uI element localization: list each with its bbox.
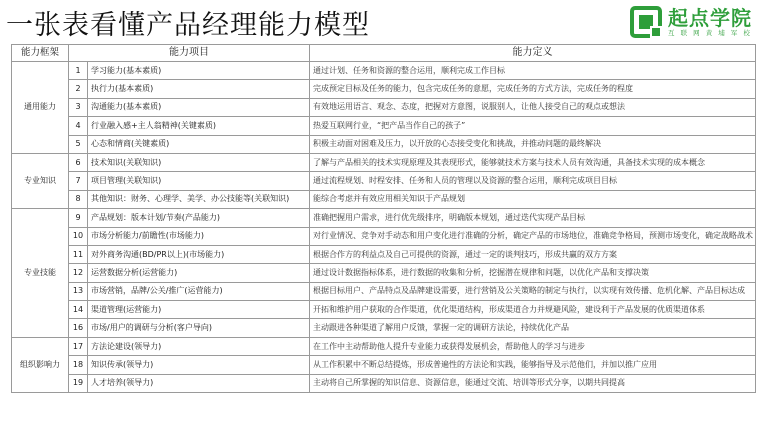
- row-number: 1: [69, 62, 88, 80]
- capability-item: 渠道管理(运营能力): [88, 301, 310, 319]
- header-category: 能力框架: [12, 45, 69, 62]
- capability-definition: 通过流程规划、时程安排、任务和人员的管理以及资源的整合运用，顺利完成项目目标: [310, 172, 756, 190]
- row-number: 13: [69, 282, 88, 300]
- logo-name: 起点学院: [668, 5, 752, 30]
- qidian-logo-icon: [630, 6, 662, 38]
- capability-item: 沟通能力(基本素质): [88, 98, 310, 116]
- capability-definition: 积极主动面对困难及压力，以开放的心态接受变化和挑战，并推动问题的最终解决: [310, 135, 756, 153]
- capability-item: 知识传承(领导力): [88, 356, 310, 374]
- table-row: [12, 80, 756, 98]
- category-professional-skills: 专业技能: [12, 209, 69, 338]
- table-row: [12, 264, 756, 282]
- row-number: 18: [69, 356, 88, 374]
- page-header: [0, 0, 766, 44]
- capability-definition: 根据目标用户、产品特点及品牌建设需要，进行营销及公关策略的制定与执行，以实现有效传播、危机化解、产品目标达成: [310, 282, 756, 300]
- table-row: [12, 117, 756, 135]
- capability-item: 对外商务沟通(BD/PR以上)(市场能力): [88, 245, 310, 263]
- capability-definition: 主动跟进各种渠道了解用户反馈，掌握一定的调研方法论，持续优化产品: [310, 319, 756, 337]
- capability-item: 方法论建设(领导力): [88, 337, 310, 355]
- capability-item: 技术知识(关联知识): [88, 153, 310, 171]
- capability-item: 学习能力(基本素质): [88, 62, 310, 80]
- table-row: [12, 153, 756, 171]
- table-row: [12, 301, 756, 319]
- table-row: [12, 62, 756, 80]
- row-number: 17: [69, 337, 88, 355]
- capability-item: 市场分析能力/前瞻性(市场能力): [88, 227, 310, 245]
- row-number: 12: [69, 264, 88, 282]
- brand-logo: [630, 4, 752, 40]
- category-organizational-influence: 组织影响力: [12, 337, 69, 392]
- row-number: 3: [69, 98, 88, 116]
- row-number: 8: [69, 190, 88, 208]
- category-professional-knowledge: 专业知识: [12, 153, 69, 208]
- table-row: [12, 374, 756, 392]
- row-number: 14: [69, 301, 88, 319]
- capability-definition: 在工作中主动帮助他人提升专业能力或获得发展机会，帮助他人的学习与进步: [310, 337, 756, 355]
- row-number: 5: [69, 135, 88, 153]
- table-row: [12, 190, 756, 208]
- row-number: 6: [69, 153, 88, 171]
- capability-definition: 通过设计数据指标体系，进行数据的收集和分析，挖掘潜在规律和问题，以优化产品和支撑决策: [310, 264, 756, 282]
- capability-definition: 有效地运用语言、观念、态度，把握对方意图，说服别人，让他人接受自己的观点或想法: [310, 98, 756, 116]
- table-row: [12, 209, 756, 227]
- capability-item: 行业融入感+主人翁精神(关键素质): [88, 117, 310, 135]
- row-number: 4: [69, 117, 88, 135]
- header-definition: 能力定义: [310, 45, 756, 62]
- capability-item: 心态和情商(关键素质): [88, 135, 310, 153]
- logo-tagline: 互 联 网 黄 埔 军 校: [668, 28, 752, 37]
- table-row: [12, 172, 756, 190]
- capability-definition: 准确把握用户需求，进行优先级排序，明确版本规划，通过迭代实现产品目标: [310, 209, 756, 227]
- capability-definition: 通过计划、任务和资源的整合运用，顺利完成工作目标: [310, 62, 756, 80]
- capability-model-table: [11, 44, 756, 393]
- capability-definition: 能综合考虑并有效应用相关知识于产品规划: [310, 190, 756, 208]
- table-header-row: [12, 45, 756, 62]
- table-row: [12, 227, 756, 245]
- category-general: 通用能力: [12, 62, 69, 154]
- capability-item: 执行力(基本素质): [88, 80, 310, 98]
- table-row: [12, 356, 756, 374]
- row-number: 19: [69, 374, 88, 392]
- capability-item: 项目管理(关联知识): [88, 172, 310, 190]
- table-row: [12, 245, 756, 263]
- capability-definition: 热爱互联网行业，“把产品当作自己的孩子”: [310, 117, 756, 135]
- row-number: 10: [69, 227, 88, 245]
- table-row: [12, 319, 756, 337]
- capability-item: 市场/用户的调研与分析(客户导向): [88, 319, 310, 337]
- table-row: [12, 135, 756, 153]
- capability-item: 其他知识：财务、心理学、美学、办公技能等(关联知识): [88, 190, 310, 208]
- capability-definition: 对行业情况、竞争对手动态和用户变化进行准确的分析，确定产品的市场地位，准确竞争格局，预测市场变化，确定战略战术: [310, 227, 756, 245]
- row-number: 7: [69, 172, 88, 190]
- capability-item: 运营数据分析(运营能力): [88, 264, 310, 282]
- header-item: 能力项目: [69, 45, 310, 62]
- capability-definition: 主动将自己所掌握的知识信息、资源信息，能通过交流、培训等形式分享，以期共同提高: [310, 374, 756, 392]
- table-row: [12, 282, 756, 300]
- row-number: 9: [69, 209, 88, 227]
- row-number: 16: [69, 319, 88, 337]
- table-row: [12, 98, 756, 116]
- capability-definition: 完成预定目标及任务的能力，包含完成任务的意愿，完成任务的方式方法，完成任务的程度: [310, 80, 756, 98]
- capability-definition: 开拓和维护用户获取的合作渠道，优化渠道结构，形成渠道合力并规避风险，建设利于产品发展的优质渠道体系: [310, 301, 756, 319]
- capability-item: 人才培养(领导力): [88, 374, 310, 392]
- capability-definition: 了解与产品相关的技术实现原理及其表现形式，能够就技术方案与技术人员有效沟通，具备技术实现的成本概念: [310, 153, 756, 171]
- page-title: 一张表看懂产品经理能力模型: [6, 10, 370, 41]
- row-number: 11: [69, 245, 88, 263]
- row-number: 2: [69, 80, 88, 98]
- capability-definition: 根据合作方的利益点及自己可提供的资源，通过一定的谈判技巧，形成共赢的双方方案: [310, 245, 756, 263]
- capability-definition: 从工作积累中不断总结提炼，形成普遍性的方法论和实践，能够指导及示范他们，并加以推广应用: [310, 356, 756, 374]
- table-row: [12, 337, 756, 355]
- capability-item: 市场营销，品牌/公关/推广(运营能力): [88, 282, 310, 300]
- capability-item: 产品规划：版本计划/节奏(产品能力): [88, 209, 310, 227]
